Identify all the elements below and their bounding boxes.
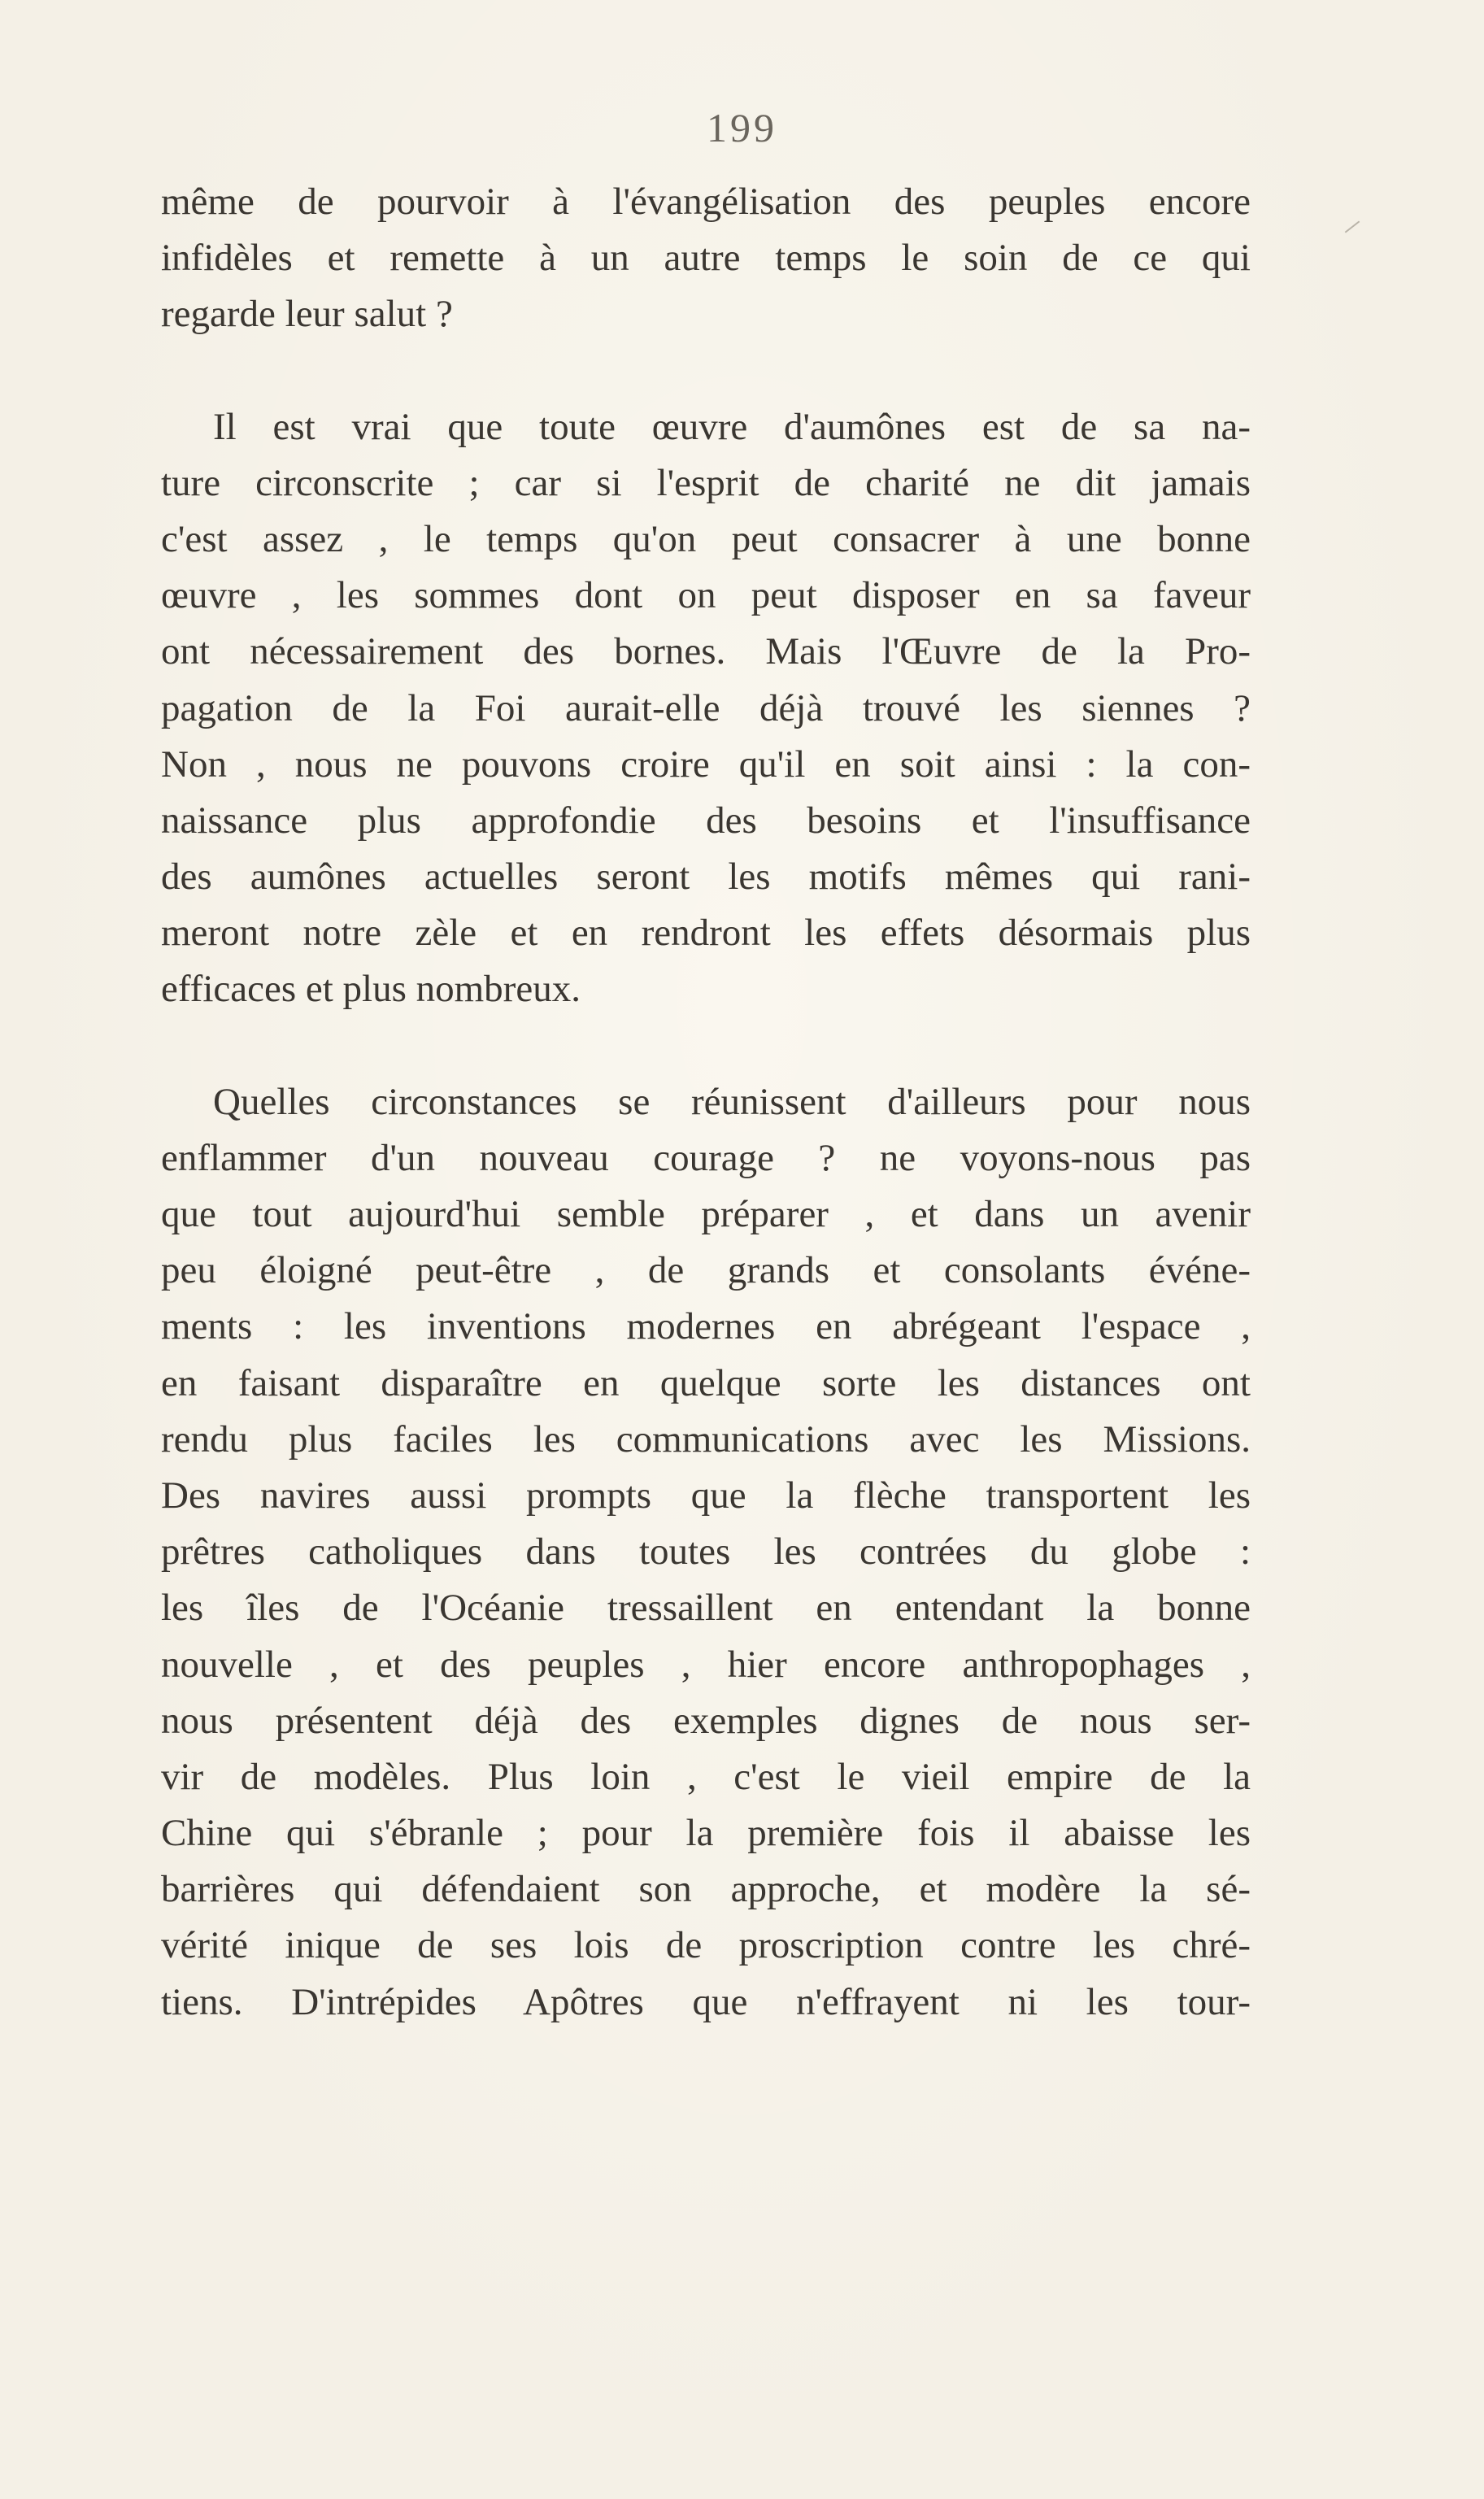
- text-line: même de pourvoir à l'évangélisation des peuples encore: [161, 181, 1251, 223]
- text-line: en faisant disparaître en quelque sorte les distances ont: [161, 1361, 1251, 1404]
- text-line: que tout aujourd'hui semble préparer , et dans un avenir: [161, 1193, 1251, 1235]
- text-line: ments : les inventions modernes en abrégeant l'espace ,: [161, 1305, 1251, 1348]
- text-line: des aumônes actuelles seront les motifs mêmes qui rani-: [161, 855, 1251, 899]
- text-line: barrières qui défendaient son approche, et modère la sé-: [161, 1868, 1251, 1911]
- text-line: meront notre zèle et en rendront les effets désormais plus: [161, 912, 1251, 955]
- text-line: pagation de la Foi aurait-elle déjà trouvé les siennes ?: [161, 686, 1251, 729]
- margin-pencil-mark: [1345, 220, 1360, 233]
- text-line: vir de modèles. Plus loin , c'est le vieil empire de la: [161, 1755, 1251, 1798]
- text-line: Des navires aussi prompts que la flèche transportent les: [161, 1474, 1251, 1517]
- text-line: tiens. D'intrépides Apôtres que n'effrayent ni les tour-: [161, 1980, 1251, 2023]
- text-line: vérité inique de ses lois de proscription contre les chré-: [161, 1924, 1251, 1967]
- text-line: c'est assez , le temps qu'on peut consacrer à une bonne: [161, 517, 1251, 560]
- text-line: Il est vrai que toute œuvre d'aumônes est de sa na-: [213, 405, 1251, 448]
- text-line: Quelles circonstances se réunissent d'ailleurs pour nous: [213, 1080, 1251, 1123]
- text-line: ture circonscrite ; car si l'esprit de charité ne dit jamais: [161, 461, 1251, 504]
- text-line: nous présentent déjà des exemples dignes de nous ser-: [161, 1699, 1251, 1742]
- page-number: 199: [707, 105, 777, 150]
- paragraph-1: [161, 174, 1251, 343]
- text-line: infidèles et remette à un autre temps le soin de ce qui: [161, 237, 1251, 280]
- text-line: les îles de l'Océanie tressaillent en entendant la bonne: [161, 1587, 1251, 1630]
- text-line: œuvre , les sommes dont on peut disposer en sa faveur: [161, 574, 1251, 617]
- text-line: naissance plus approfondie des besoins et l'insuffisance: [161, 799, 1251, 842]
- paragraph-2: [161, 399, 1251, 1018]
- text-line: Non , nous ne pouvons croire qu'il en soit ainsi : la con-: [161, 742, 1251, 786]
- text-line: efficaces et plus nombreux.: [161, 968, 581, 1011]
- paragraph-3: [161, 1074, 1251, 2031]
- text-line: regarde leur salut ?: [161, 293, 453, 336]
- text-line: enflammer d'un nouveau courage ? ne voyons-nous pas: [161, 1136, 1251, 1179]
- text-line: rendu plus faciles les communications avec les Missions.: [161, 1417, 1251, 1461]
- text-line: nouvelle , et des peuples , hier encore anthropophages ,: [161, 1643, 1251, 1686]
- text-line: Chine qui s'ébranle ; pour la première fois il abaisse les: [161, 1812, 1251, 1855]
- text-line: prêtres catholiques dans toutes les contrées du globe :: [161, 1530, 1251, 1574]
- text-line: ont nécessairement des bornes. Mais l'Œuvre de la Pro-: [161, 630, 1251, 673]
- text-line: peu éloigné peut-être , de grands et consolants événe-: [161, 1249, 1251, 1292]
- body-text: [161, 174, 1251, 2031]
